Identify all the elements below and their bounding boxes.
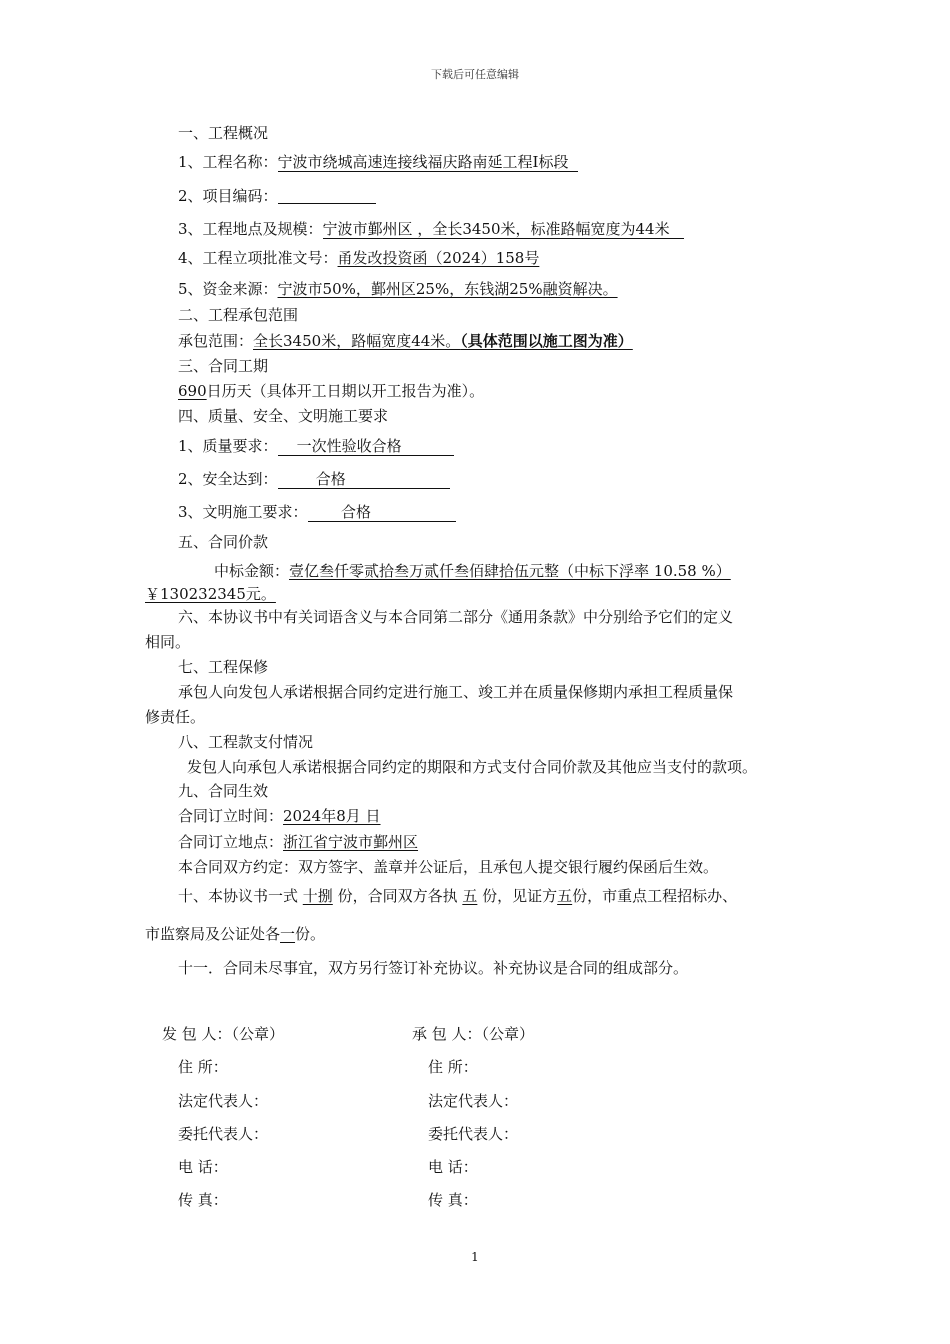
section-8-line1: 发包人向承包人承诺根据合同约定的期限和方式支付合同价款及其他应当支付的款项。 <box>187 758 758 776</box>
section-6-line1: 六、本协议书中有关词语含义与本合同第二部分《通用条款》中分别给予它们的定义 <box>178 608 734 626</box>
employer-seal-label: 发 包 人：（公章） <box>162 1025 285 1043</box>
project-code-label: 2、项目编码： <box>178 187 278 205</box>
contractor-seal-label: 承 包 人：（公章） <box>412 1025 535 1043</box>
duration-days: 690 <box>178 382 207 400</box>
page-number: 1 <box>471 1250 479 1264</box>
amount-label: 中标金额： <box>214 562 290 580</box>
employer-legal-rep-label: 法定代表人： <box>178 1092 269 1110</box>
safety-line <box>178 469 450 489</box>
contractor-phone-label: 电 话： <box>428 1158 478 1176</box>
section-6-line2: 相同。 <box>145 633 191 651</box>
sign-time-line <box>178 806 381 826</box>
scope-label: 承包范围： <box>178 332 254 350</box>
contractor-legal-rep-label: 法定代表人： <box>428 1092 519 1110</box>
duration-text: 日历天（具体开工日期以开工报告为准）。 <box>206 382 485 400</box>
sign-time-value: 2024年8月 日 <box>283 807 381 825</box>
approval-label: 4、工程立项批准文号： <box>178 249 338 267</box>
quality-value: 一次性验收合格 <box>278 437 454 456</box>
employer-agent-rep-label: 委托代表人： <box>178 1125 269 1143</box>
contractor-agent-rep-label: 委托代表人： <box>428 1125 519 1143</box>
contractor-fax-label: 传 真： <box>428 1191 478 1209</box>
section-5-heading: 五、合同价款 <box>178 533 269 551</box>
fund-value: 宁波市50%，鄞州区25%，东钱湖25%融资解决。 <box>277 280 618 298</box>
employer-address-label: 住 所： <box>178 1058 228 1076</box>
civil-line <box>178 502 456 522</box>
section-7-line2: 修责任。 <box>145 708 206 726</box>
approval-value: 甬发改投资函（2024）158号 <box>337 249 540 267</box>
contractor-address-label: 住 所： <box>428 1058 478 1076</box>
section-1-heading: 一、工程概况 <box>178 124 269 142</box>
scope-line <box>178 331 633 351</box>
section-11-line: 十一．合同未尽事宜，双方另行签订补充协议。补充协议是合同的组成部分。 <box>178 959 689 977</box>
section-10-line2: 市监察局及公证处各一份。 <box>145 925 326 943</box>
fund-line <box>178 279 618 299</box>
section-3-heading: 三、合同工期 <box>178 357 269 375</box>
section-10-line1: 十、本协议书一式 十捌 份，合同双方各执 五 份，见证方五份，市重点工程招标办、 <box>178 887 738 905</box>
scope-value: 全长3450米，路幅宽度44米。 <box>253 332 461 350</box>
section-9-heading: 九、合同生效 <box>178 782 269 800</box>
sign-place-line <box>178 832 418 852</box>
page-header: 下载后可任意编辑 <box>431 68 519 81</box>
copies-office: 一 <box>280 925 296 943</box>
copies-total: 十捌 <box>302 887 333 905</box>
amount-value: 壹亿叁仟零贰拾叁万贰仟叁佰肆拾伍元整（中标下浮率 10.58 %） <box>289 562 731 580</box>
civil-label: 3、文明施工要求： <box>178 503 308 521</box>
sign-time-label: 合同订立时间： <box>178 807 284 825</box>
approval-line <box>178 248 539 268</box>
safety-label: 2、安全达到： <box>178 470 278 488</box>
project-location-value: 宁波市鄞州区 ，全长3450米，标准路幅宽度为44米 <box>323 220 684 239</box>
sign-place-value: 浙江省宁波市鄞州区 <box>283 833 419 851</box>
project-location-label: 3、工程地点及规模： <box>178 220 323 238</box>
amount-figure: ￥130232345元。 <box>145 585 276 603</box>
duration-line <box>178 381 484 401</box>
project-code-blank <box>278 187 376 204</box>
quality-label: 1、质量要求： <box>178 437 278 455</box>
fund-label: 5、资金来源： <box>178 280 278 298</box>
project-name-line <box>178 152 578 172</box>
civil-value: 合格 <box>308 503 456 522</box>
employer-fax-label: 传 真： <box>178 1191 228 1209</box>
project-location-line <box>178 219 684 239</box>
section-7-line1: 承包人向发包人承诺根据合同约定进行施工、竣工并在质量保修期内承担工程质量保 <box>178 683 734 701</box>
employer-phone-label: 电 话： <box>178 1158 228 1176</box>
section-2-heading: 二、工程承包范围 <box>178 306 299 324</box>
amount-line <box>214 561 731 581</box>
copies-each: 五 <box>462 887 478 905</box>
section-8-heading: 八、工程款支付情况 <box>178 733 314 751</box>
sign-place-label: 合同订立地点： <box>178 833 284 851</box>
project-name-value: 宁波市绕城高速连接线福庆路南延工程Ⅰ标段 <box>278 153 578 172</box>
project-code-line <box>178 186 376 206</box>
effect-line: 本合同双方约定：双方签字、盖章并公证后，且承包人提交银行履约保函后生效。 <box>178 858 719 876</box>
section-7-heading: 七、工程保修 <box>178 658 269 676</box>
copies-witness: 五 <box>557 887 573 905</box>
quality-line <box>178 436 454 456</box>
scope-note: （具体范围以施工图为准） <box>460 332 633 350</box>
project-name-label: 1、工程名称： <box>178 153 278 171</box>
safety-value: 合格 <box>278 470 450 489</box>
section-4-heading: 四、质量、安全、文明施工要求 <box>178 407 389 425</box>
